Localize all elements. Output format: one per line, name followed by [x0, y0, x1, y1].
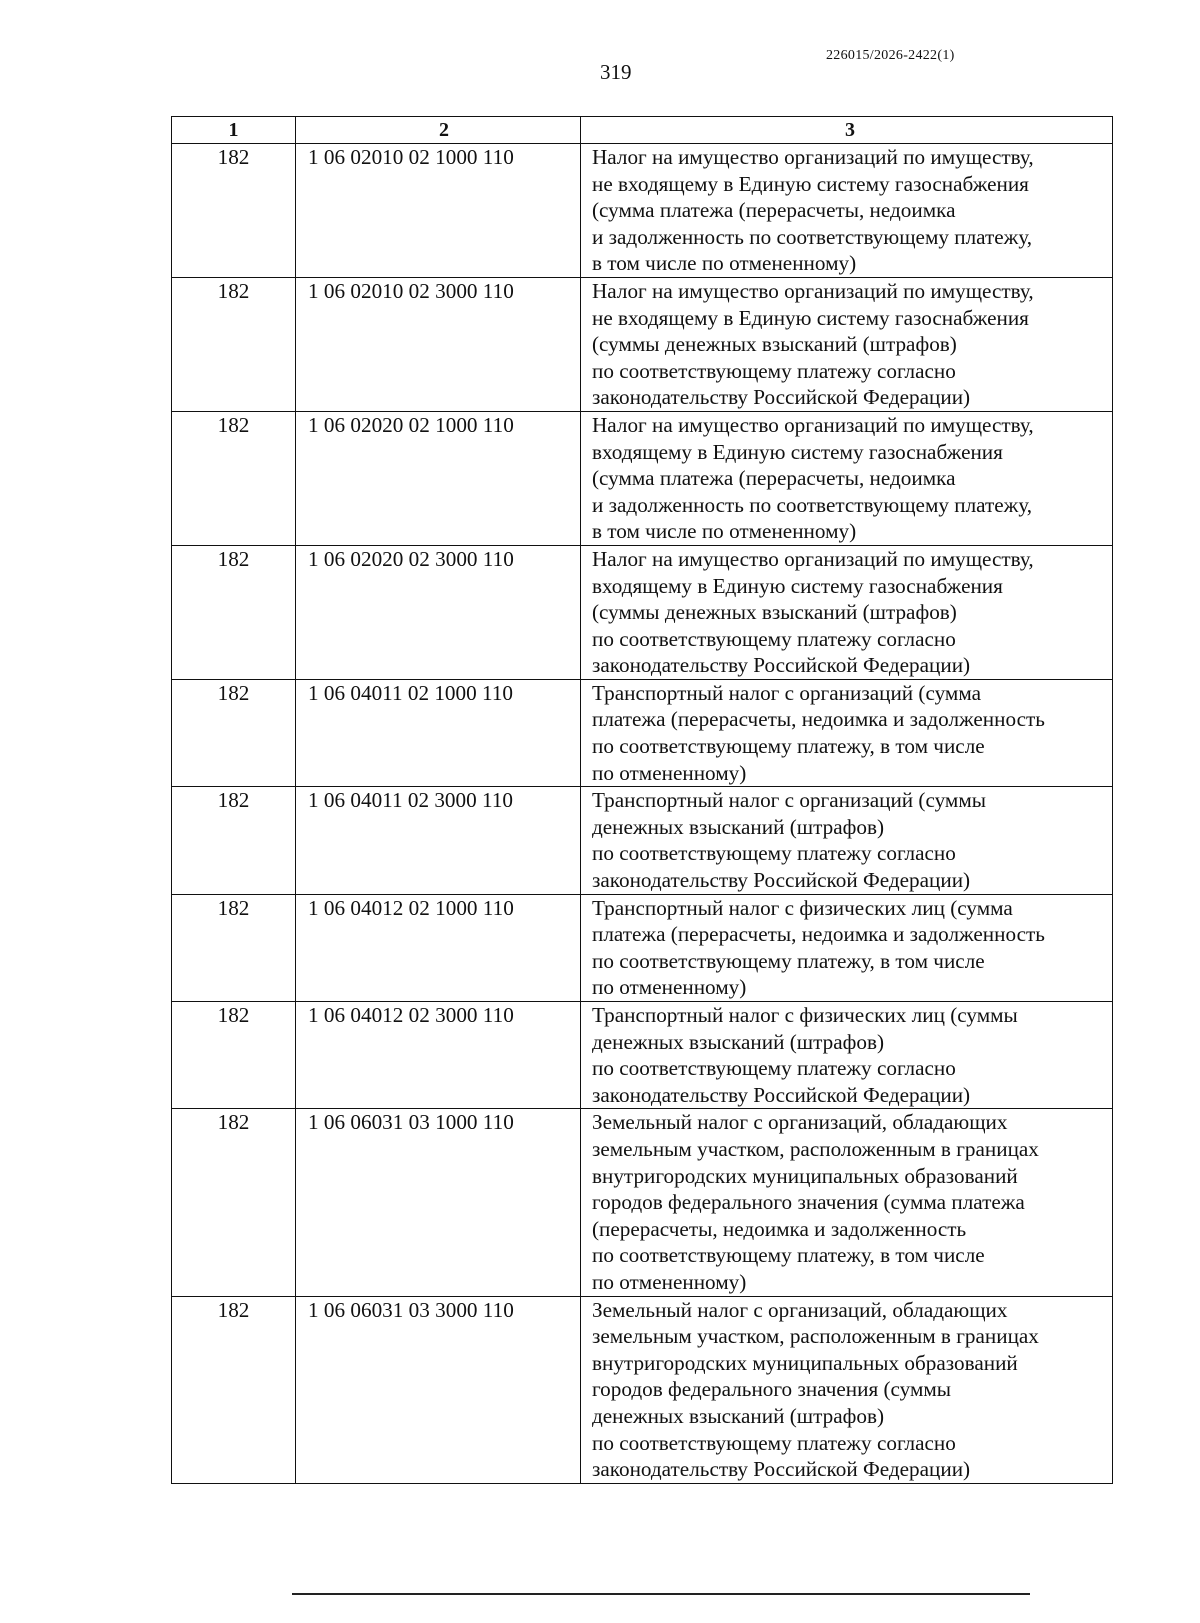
description-line: (перерасчеты, недоимка и задолженность [592, 1216, 967, 1241]
description-line: не входящему в Единую систему газоснабжения [592, 305, 1029, 330]
description-line: внутригородских муниципальных образований [592, 1350, 1018, 1375]
table-row [172, 545, 1113, 679]
description-line: Налог на имущество организаций по имуществу, [592, 145, 1034, 169]
description-line: по отмененному) [592, 975, 747, 1000]
admin-code-cell: 182 [172, 277, 296, 411]
admin-code-cell: 182 [172, 144, 296, 278]
admin-code-cell: 182 [172, 679, 296, 786]
description-line: законодательству Российской Федерации) [592, 868, 971, 893]
description-line: городов федерального значения (суммы [592, 1377, 952, 1402]
column-header-3: 3 [581, 117, 1113, 144]
budget-classification-table [171, 116, 1113, 1484]
description-line: (сумма платежа (перерасчеты, недоимка [592, 466, 956, 491]
table-row [172, 679, 1113, 786]
description-line: городов федерального значения (сумма платежа [592, 1190, 1025, 1215]
description-line: земельным участком, расположенным в границах [592, 1136, 1039, 1161]
description-line: по соответствующему платежу согласно [592, 841, 956, 866]
description-line: входящему в Единую систему газоснабжения [592, 439, 1003, 464]
description-line: денежных взысканий (штрафов) [592, 1403, 885, 1428]
description-line: по соответствующему платежу согласно [592, 626, 956, 651]
admin-code-cell: 182 [172, 1002, 296, 1109]
budget-code-cell: 1 06 02020 02 3000 110 [296, 545, 581, 679]
description-line: Налог на имущество организаций по имуществу, [592, 546, 1034, 571]
table-body [172, 144, 1113, 1484]
description-cell [581, 545, 1113, 679]
description-line: по соответствующему платежу согласно [592, 358, 956, 383]
description-cell [581, 894, 1113, 1001]
description-cell [581, 411, 1113, 545]
description-cell [581, 277, 1113, 411]
budget-code-cell: 1 06 04011 02 1000 110 [296, 679, 581, 786]
description-line: по соответствующему платежу согласно [592, 1056, 956, 1081]
admin-code-cell: 182 [172, 1109, 296, 1296]
description-line: законодательству Российской Федерации) [592, 1457, 971, 1482]
table-row [172, 894, 1113, 1001]
description-line: земельным участком, расположенным в границах [592, 1324, 1039, 1349]
description-line: Налог на имущество организаций по имуществу, [592, 412, 1034, 437]
description-line: законодательству Российской Федерации) [592, 385, 971, 410]
description-line: Земельный налог с организаций, обладающих [592, 1110, 1008, 1135]
budget-code-cell: 1 06 04012 02 1000 110 [296, 894, 581, 1001]
description-line: (суммы денежных взысканий (штрафов) [592, 332, 957, 357]
description-line: внутригородских муниципальных образований [592, 1163, 1018, 1188]
description-line: по соответствующему платежу, в том числе [592, 734, 985, 759]
table-row [172, 411, 1113, 545]
description-line: не входящему в Единую систему газоснабжения [592, 171, 1029, 196]
admin-code-cell: 182 [172, 787, 296, 894]
admin-code-cell: 182 [172, 545, 296, 679]
description-cell [581, 1109, 1113, 1296]
description-line: Налог на имущество организаций по имуществу, [592, 278, 1034, 303]
table-row [172, 277, 1113, 411]
budget-code-cell: 1 06 02010 02 3000 110 [296, 277, 581, 411]
table-row [172, 144, 1113, 278]
admin-code-cell: 182 [172, 411, 296, 545]
description-line: в том числе по отмененному) [592, 251, 857, 276]
table-row [172, 1109, 1113, 1296]
column-header-1: 1 [172, 117, 296, 144]
description-line: Транспортный налог с организаций (суммы [592, 788, 986, 813]
description-line: по соответствующему платежу, в том числе [592, 1243, 985, 1268]
description-cell [581, 1002, 1113, 1109]
description-line: платежа (перерасчеты, недоимка и задолженность [592, 707, 1045, 732]
page-number: 319 [600, 60, 632, 84]
description-line: в том числе по отмененному) [592, 519, 857, 544]
admin-code-cell: 182 [172, 894, 296, 1001]
description-line: Транспортный налог с физических лиц (суммы [592, 1003, 1018, 1027]
budget-code-cell: 1 06 02020 02 1000 110 [296, 411, 581, 545]
document-number: 226015/2026-2422(1) [826, 48, 955, 63]
description-line: по отмененному) [592, 1269, 747, 1294]
description-line: по отмененному) [592, 760, 747, 785]
description-line: и задолженность по соответствующему платежу, [592, 224, 1033, 249]
description-line: Земельный налог с организаций, обладающих [592, 1297, 1008, 1322]
page-bottom-rule [292, 1593, 1030, 1595]
table-row [172, 1296, 1113, 1483]
description-line: по соответствующему платежу согласно [592, 1430, 956, 1455]
budget-code-cell: 1 06 06031 03 3000 110 [296, 1296, 581, 1483]
budget-code-cell: 1 06 04011 02 3000 110 [296, 787, 581, 894]
budget-code-cell: 1 06 04012 02 3000 110 [296, 1002, 581, 1109]
description-line: Транспортный налог с организаций (сумма [592, 680, 981, 705]
table-header-row [172, 117, 1113, 144]
description-cell [581, 679, 1113, 786]
description-cell [581, 144, 1113, 278]
description-line: Транспортный налог с физических лиц (сумма [592, 895, 1013, 920]
description-line: входящему в Единую систему газоснабжения [592, 573, 1003, 598]
description-line: денежных взысканий (штрафов) [592, 814, 885, 839]
description-line: (сумма платежа (перерасчеты, недоимка [592, 198, 956, 223]
description-line: законодательству Российской Федерации) [592, 1082, 971, 1107]
description-line: (суммы денежных взысканий (штрафов) [592, 600, 957, 625]
budget-code-cell: 1 06 06031 03 1000 110 [296, 1109, 581, 1296]
admin-code-cell: 182 [172, 1296, 296, 1483]
table-row [172, 787, 1113, 894]
description-line: платежа (перерасчеты, недоимка и задолженность [592, 922, 1045, 947]
table-row [172, 1002, 1113, 1109]
description-line: по соответствующему платежу, в том числе [592, 948, 985, 973]
column-header-2: 2 [296, 117, 581, 144]
description-line: законодательству Российской Федерации) [592, 653, 971, 678]
description-line: денежных взысканий (штрафов) [592, 1029, 885, 1054]
description-cell [581, 1296, 1113, 1483]
budget-code-cell: 1 06 02010 02 1000 110 [296, 144, 581, 278]
description-cell [581, 787, 1113, 894]
description-line: и задолженность по соответствующему платежу, [592, 492, 1033, 517]
